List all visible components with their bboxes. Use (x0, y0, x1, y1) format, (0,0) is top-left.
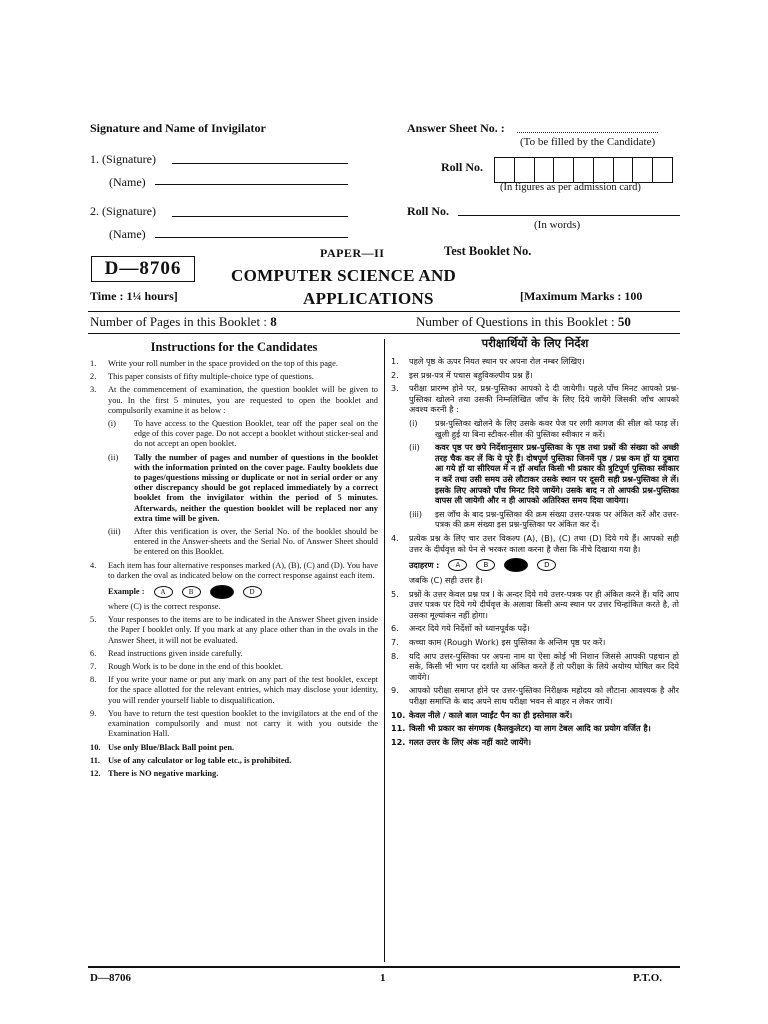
paper-code: D—8706 (91, 256, 195, 282)
divider-bottom (88, 966, 680, 968)
page-number: 1 (380, 972, 386, 984)
option-a-oval: A (448, 559, 467, 571)
list-item: 4. Each item has four alternative responses marked (A), (B), (C) and (D). You have to darken the oval as indicated below on the correct response against each item. (90, 560, 379, 580)
list-item: 9. You have to return the test question booklet to the invigilators at the end of the examination compulsorily and must not carry it with you outside the Examination Hall. (90, 708, 378, 739)
list-item: 5. Your responses to the items are to be indicated in the Answer Sheet given inside the Paper I booklet only. If you mark at any place other than in the ovals in the Answer Sheet, it will not be evaluated. (90, 615, 378, 645)
answer-sheet-label: Answer Sheet No. : (407, 121, 505, 135)
title-line-2: APPLICATIONS (303, 289, 434, 308)
roll-no-boxes[interactable] (494, 157, 673, 183)
list-item: 7. Rough Work is to be done in the end of this booklet. (90, 662, 284, 672)
roll-figures-note: (In figures as per admission card) (500, 182, 641, 193)
divider-top (88, 311, 680, 312)
example-label: Example : (108, 586, 145, 596)
example-row (108, 585, 378, 599)
pages-label: Number of Pages in this Booklet : (90, 314, 267, 329)
signature-1-label: 1. (Signature) (90, 152, 156, 166)
instructions-en (90, 359, 378, 782)
max-marks-label: [Maximum Marks : 100 (520, 289, 643, 303)
option-a-oval: A (154, 586, 173, 598)
list-item: 2. This paper consists of fifty multiple-choice type of questions. (90, 372, 314, 382)
pages-value: 8 (270, 314, 277, 329)
list-item: 7. कच्चा काम (Rough Work) इस पुस्तिका के अन्तिम पृष्ठ पर करें। (391, 637, 606, 648)
list-item: 8. If you write your name or put any mark on any part of the test booklet, except for the space allotted for the relevant entries, which may disclose your identity, you will render yourself liable to disqualification. (90, 675, 378, 705)
option-b-oval: B (182, 586, 201, 598)
list-item: 9. आपको परीक्षा समाप्त होने पर उत्तर-पुस्तिका निरीक्षक महोदय को लौटाना आवश्यक है और परीक्षा समाप्ति के बाद अपने साथ परीक्षा भवन से बाहर न लेकर जायें। (391, 685, 679, 707)
list-item: 11. किसी भी प्रकार का संगणक (कैलकुलेटर) या लाग टेबल आदि का प्रयोग वर्जित है। (391, 723, 651, 734)
list-item: 10. Use only Blue/Black Ball point pen. (90, 742, 235, 752)
column-divider (384, 339, 385, 962)
answer-sheet-note: (To be filled by the Candidate) (520, 136, 656, 148)
option-b-oval: B (476, 559, 495, 571)
example-row-hi (409, 558, 679, 572)
divider-info (88, 333, 680, 334)
signature-2-field[interactable] (172, 216, 348, 217)
list-item: 3. परीक्षा प्रारम्भ होने पर, प्रश्न-पुस्तिका आपको दे दी जायेगी। पहले पाँच मिनट आपको प्रश्न-पुस्तिका खोलने तथा उसकी निम्नलिखित जाँच के लिए दिये जायेंगे जिसकी जाँच आपको अवश्य करनी है : (391, 383, 679, 415)
roll-no-words-field[interactable] (458, 215, 680, 216)
sub-item: (iii) After this verification is over, the Serial No. of the booklet should be entered in the Answer-sheets and the Serial No. of Answer Sheet should be entered on this Booklet. (108, 527, 378, 557)
option-d-oval: D (243, 586, 262, 598)
paper-label: PAPER—II (320, 246, 385, 260)
test-booklet-label: Test Booklet No. (444, 244, 532, 258)
list-item: 8. यदि आप उत्तर-पुस्तिका पर अपना नाम या ऐसा कोई भी निशान जिससे आपकी पहचान हो सके, किसी भी भाग पर दर्शाते या अंकित करते हैं तो परीक्षा के लिये अयोग्य घोषित कर दिये जायेंगे। (391, 650, 679, 682)
answer-sheet-field[interactable] (517, 132, 658, 133)
sub-item: (i) प्रश्न-पुस्तिका खोलने के लिए उसके कवर पेज पर लगी कागज की सील को फाड़ लें। खुली हुई या बिना स्टीकर-सील की पुस्तिका स्वीकार न करें। (409, 417, 679, 439)
signature-1-field[interactable] (172, 163, 348, 164)
list-item: 6. अन्दर दिये गये निर्देशों को ध्यानपूर्वक पढ़ें। (391, 623, 530, 634)
signature-2-label: 2. (Signature) (90, 204, 156, 218)
option-d-oval: D (537, 559, 556, 571)
roll-no-words-label: Roll No. (407, 204, 449, 218)
invigilator-title: Signature and Name of Invigilator (90, 121, 266, 135)
sub-item: (ii) कवर पृष्ठ पर छपे निर्देशानुसार प्रश्न-पुस्तिका के पृष्ठ तथा प्रश्नों की संख्या को अच्छी तरह चैक कर लें कि ये पूरे हैं। दोषपूर्ण पुस्तिका जिनमें पृष्ठ / प्रश्न कम हों या दुबारा आ गये हों या सीरियल में न हों अर्थात किसी भी प्रकार की त्रुटिपूर्ण पुस्तिका स्वीकार न करें तथा उसी समय उसे लौटाकर उसके स्थान पर दूसरी सही प्रश्न-पुस्तिका ले लें। इसके लिए आपको पाँच मिनट दिये जायेंगे। उसके बाद न तो आपकी प्रश्न-पुस्तिका वापस ली जायेगी और न ही आपको अतिरिक्त समय दिया जायेगा। (409, 442, 679, 506)
list-item: 12. गलत उत्तर के लिए अंक नहीं काटे जायेंगे। (391, 736, 532, 747)
instructions-hi-heading: परीक्षार्थियों के लिए निर्देश (481, 336, 589, 350)
pto-label: P.T.O. (633, 972, 663, 984)
questions-info (416, 314, 631, 330)
instructions-en-heading: Instructions for the Candidates (150, 340, 318, 354)
option-c-oval-filled (210, 585, 234, 599)
list-item: 3. At the commencement of examination, the question booklet will be given to you. In the first 5 minutes, you are requested to open the booklet and compulsorily examine it as below : (90, 385, 378, 415)
list-item: 2. इस प्रश्न-पत्र में पचास बहुविकल्पीय प्रश्न हैं। (391, 369, 533, 380)
sub-item: (i) To have access to the Question Booklet, tear off the paper seal on the edge of this cover page. Do not accept a booklet without sticker-seal and do not accept an open booklet. (108, 419, 378, 449)
name-1-field[interactable] (155, 184, 348, 185)
footer-code: D—8706 (90, 972, 131, 984)
roll-no-label: Roll No. (441, 160, 483, 174)
list-item: 1. पहले पृष्ठ के ऊपर नियत स्थान पर अपना रोल नम्बर लिखिए। (391, 356, 585, 366)
example-note-hi: जबकि (C) सही उत्तर है। (409, 575, 483, 586)
list-item: 10. केवल नीले / काले बाल प्वाईंट पैन का ही इस्तेमाल करें। (391, 709, 573, 720)
list-item: 4. प्रत्येक प्रश्न के लिए चार उत्तर विकल्प (A), (B), (C) तथा (D) दिये गये हैं। आपको सही उत्तर के दीर्घवृत्त को पेन से भरकर काला करना है जैसा कि नीचे दिखाया गया है। (391, 532, 679, 554)
sub-item: (iii) इस जाँच के बाद प्रश्न-पुस्तिका की क्रम संख्या उत्तर-पत्रक पर अंकित करें और उत्तर-पत्रक की क्रम संख्या इस प्रश्न-पुस्तिका पर अंकित कर दें। (409, 508, 679, 530)
option-c-oval-filled (504, 558, 528, 572)
list-item: 6. Read instructions given inside carefully. (90, 648, 243, 658)
name-2-label: (Name) (109, 227, 146, 241)
title-line-1: COMPUTER SCIENCE AND (231, 266, 457, 285)
list-item: 12. There is NO negative marking. (90, 768, 219, 778)
list-item: 5. प्रश्नों के उत्तर केवल प्रश्न पत्र I के अन्दर दिये गये उत्तर-पत्रक पर ही अंकित करने हैं। यदि आप उत्तर पत्रक पर दिये गये दीर्घवृत्त के अलावा किसी अन्य स्थान पर उत्तर चिन्हांकित करते है, तो उसका मूल्यांकन नहीं होगा। (391, 588, 679, 620)
list-item: 1. Write your roll number in the space provided on the top of this page. (90, 359, 338, 368)
roll-words-note: (In words) (534, 219, 581, 231)
name-1-label: (Name) (109, 175, 146, 189)
pages-info (90, 314, 277, 330)
name-2-field[interactable] (155, 237, 348, 238)
questions-value: 50 (617, 314, 631, 329)
example-note: where (C) is the correct response. (108, 602, 221, 612)
sub-item: (ii) Tally the number of pages and number of questions in the booklet with the information printed on the cover page. Faulty booklets due to pages/questions missing or duplicate or not in serial order or any other discrepancy should be got replaced immediately by a correct booklet from the invigilator within the period of 5 minutes. Afterwards, neither the question booklet will be replaced nor any extra time will be given. (108, 452, 378, 523)
instructions-hi (391, 356, 679, 750)
example-label-hi: उदाहरण : (409, 559, 440, 570)
questions-label: Number of Questions in this Booklet : (416, 314, 615, 329)
list-item: 11. Use of any calculator or log table etc., is prohibited. (90, 755, 292, 765)
time-label: Time : 1¼ hours] (90, 289, 178, 303)
